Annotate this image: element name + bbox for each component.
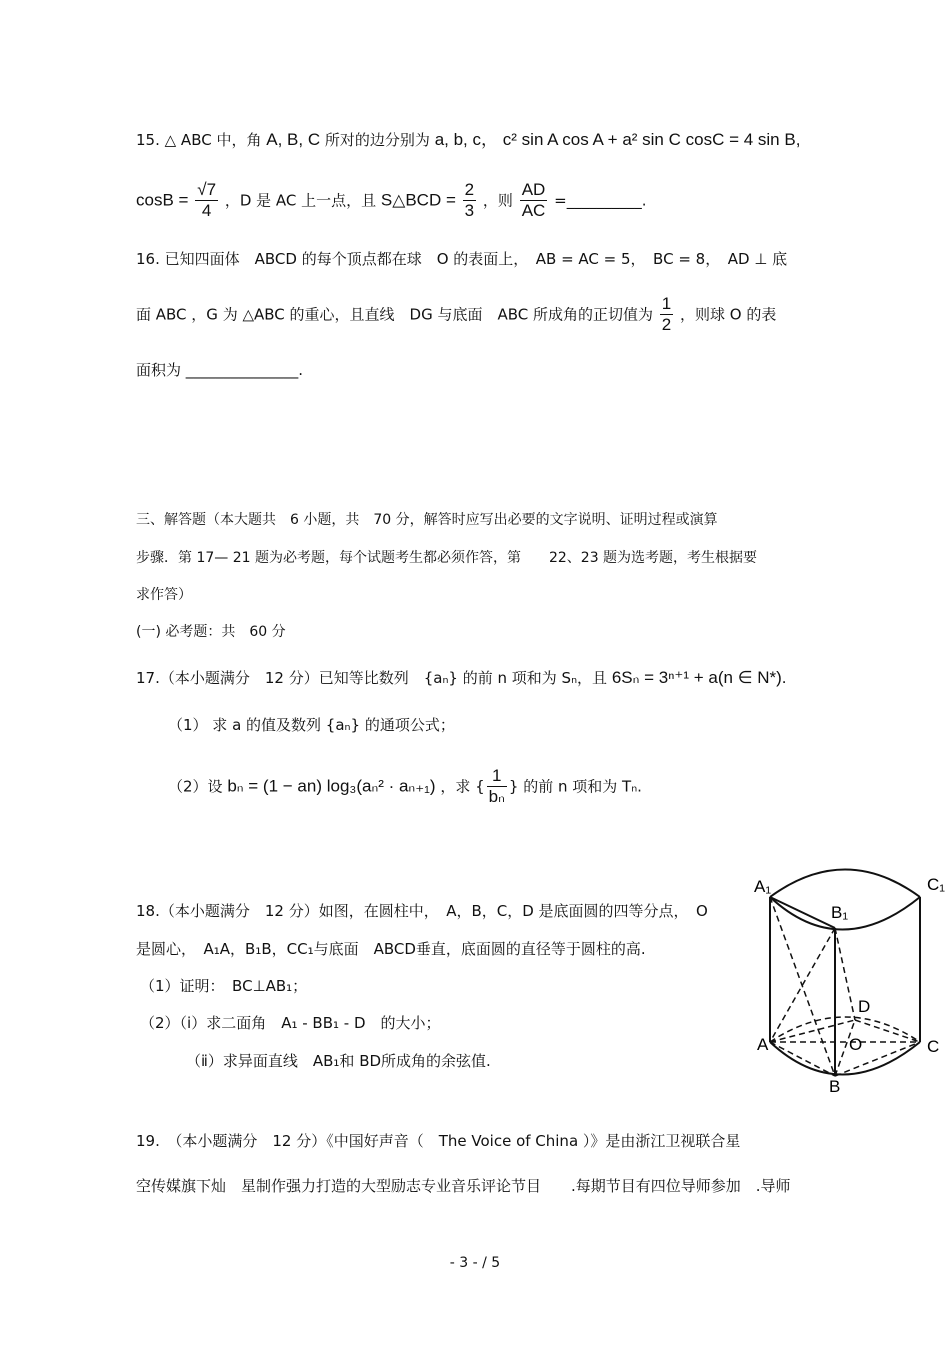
- q15-line2: cosB = $\frac{√7}{4}$ ，D 是 AC 上一点，且 S△BCD = $\frac{2}{3}$ ，则 $\frac{AD}{AC}$ =__________.: [136, 180, 647, 221]
- q18-stem2: 是圆心， A₁A，B₁B，CC₁与底面 ABCD垂直，底面圆的直径等于圆柱的高.: [136, 940, 646, 958]
- label-d: D: [858, 997, 871, 1016]
- q17-part1: （1） 求 a 的值及数列 {aₙ} 的通项公式；: [168, 716, 455, 734]
- segment-b1-d: [835, 928, 855, 1020]
- required-heading: (一) 必考题：共 60 分: [136, 624, 286, 640]
- q18-stem1: 18.（本小题满分 12 分）如图，在圆柱中， A，B，C，D 是底面圆的四等分点， O: [136, 902, 708, 920]
- q18-part2-ii: （ⅱ）求异面直线 AB₁和 BD所成角的余弦值.: [186, 1052, 491, 1070]
- label-a1: A₁: [754, 877, 772, 896]
- q17-part2: （2）设 bₙ = (1 − an) log₃(aₙ² · aₙ₊₁) ，求 { $\frac{1}{\text{bₙ}}$ } 的前 n 项和为 Tₙ.: [168, 766, 642, 807]
- label-c: C: [927, 1037, 940, 1056]
- label-o: O: [849, 1035, 863, 1054]
- segment-a-b: [770, 1042, 835, 1076]
- label-a: A: [757, 1035, 769, 1054]
- section3-line2: 步骤．第 17— 21 题为必考题，每个试题考生都必须作答，第 22、23 题为选考题，考生根据要: [136, 550, 758, 566]
- page-number: - 3 - / 5: [449, 1255, 501, 1271]
- q19-line2: 空传媒旗下灿 星制作强力打造的大型励志专业音乐评论节目 .每期节目有四位导师参加 .导师: [136, 1177, 791, 1195]
- label-b1: B₁: [831, 903, 849, 922]
- q17-stem: 17.（本小题满分 12 分）已知等比数列 {aₙ} 的前 n 项和为 Sₙ，且 6Sₙ = 3ⁿ⁺¹ + a(n ∈ N*).: [136, 668, 787, 687]
- bottom-back-arc: [770, 1017, 920, 1042]
- q16-line1: 16. 已知四面体 ABCD 的每个顶点都在球 O 的表面上， AB = AC = 5， BC = 8， AD ⊥ 底: [136, 250, 788, 268]
- section3-line1: 三、解答题（本大题共 6 小题，共 70 分，解答时应写出必要的文字说明、证明过程或演算: [136, 512, 718, 528]
- cylinder-figure: [745, 862, 945, 1100]
- segment-a1-b1: [770, 897, 835, 928]
- label-b: B: [829, 1077, 841, 1096]
- tan-fraction: $\frac{1}{2}$: [661, 294, 672, 335]
- section3-line3: 求作答）: [136, 587, 192, 603]
- label-c1: C₁: [927, 875, 945, 894]
- segment-b-c: [835, 1042, 920, 1076]
- area-fraction: $\frac{2}{3}$: [464, 180, 475, 221]
- q18-part2-i: （2）（ⅰ）求二面角 A₁ - BB₁ - D 的大小；: [140, 1014, 441, 1032]
- q16-line2: 面 ABC ，G 为 △ABC 的重心，且直线 DG 与底面 ABC 所成角的正切值为 $\frac{1}{2}$ ，则球 O 的表: [136, 294, 777, 335]
- q15-line1: 15. △ ABC 中，角 A, B, C 所对的边分别为 a, b, c， c² sin A cos A + a² sin C cosC = 4 sin B,: [136, 130, 801, 149]
- q18-part1: （1）证明： BC⊥AB₁；: [140, 977, 308, 995]
- ratio-fraction: $\frac{AD}{AC}$: [521, 180, 546, 221]
- q16-line3: 面积为 _______________.: [136, 361, 304, 379]
- segment-a-d: [770, 1020, 855, 1042]
- top-back-arc: [770, 870, 920, 898]
- segment-d-c: [855, 1020, 920, 1042]
- q19-line1: 19. （本小题满分 12 分）《中国好声音（ The Voice of China ）》是由浙江卫视联合星: [136, 1132, 741, 1150]
- segment-b1-a: [770, 928, 835, 1042]
- cosB-fraction: $\frac{√7}{4}$: [197, 180, 217, 221]
- inverse-b-fraction: $\frac{1}{\text{bₙ}}$: [488, 766, 505, 807]
